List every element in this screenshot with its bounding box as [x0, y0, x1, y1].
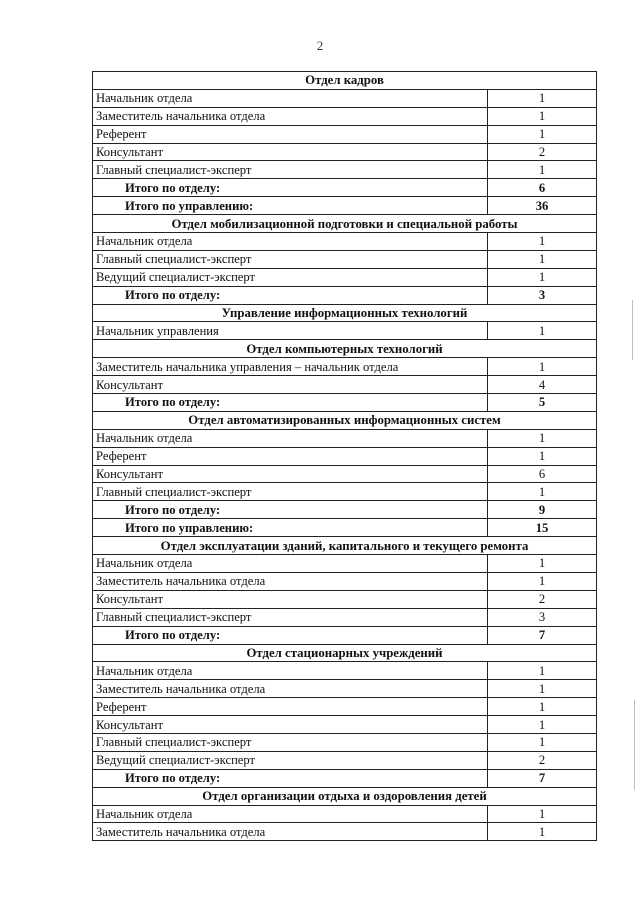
total-label: Итого по отделу:: [93, 769, 488, 787]
position-count: 1: [488, 161, 597, 179]
position-row: [93, 608, 597, 626]
total-count: 36: [488, 197, 597, 215]
position-title: Консультант: [93, 143, 488, 161]
position-title: Заместитель начальника управления – начальник отдела: [93, 358, 488, 376]
position-count: 4: [488, 376, 597, 394]
position-title: Начальник отдела: [93, 662, 488, 680]
position-count: 2: [488, 751, 597, 769]
section-header-row: [93, 215, 597, 233]
scan-artifact: [634, 700, 635, 790]
position-row: [93, 716, 597, 734]
position-row: [93, 680, 597, 698]
position-count: 1: [488, 268, 597, 286]
position-row: [93, 662, 597, 680]
total-count: 5: [488, 394, 597, 412]
position-title: Консультант: [93, 716, 488, 734]
section-header-row: [93, 411, 597, 429]
position-title: Заместитель начальника отдела: [93, 823, 488, 841]
total-label: Итого по управлению:: [93, 197, 488, 215]
total-label: Итого по отделу:: [93, 179, 488, 197]
total-label: Итого по отделу:: [93, 626, 488, 644]
position-title: Начальник управления: [93, 322, 488, 340]
position-row: [93, 483, 597, 501]
position-row: [93, 268, 597, 286]
position-row: [93, 429, 597, 447]
position-title: Консультант: [93, 376, 488, 394]
position-count: 1: [488, 358, 597, 376]
section-title: Управление информационных технологий: [93, 304, 597, 322]
position-row: [93, 143, 597, 161]
position-title: Консультант: [93, 465, 488, 483]
total-row: [93, 501, 597, 519]
total-label: Итого по отделу:: [93, 501, 488, 519]
position-count: 1: [488, 447, 597, 465]
position-title: Референт: [93, 447, 488, 465]
position-count: 1: [488, 250, 597, 268]
total-count: 3: [488, 286, 597, 304]
position-row: [93, 376, 597, 394]
position-row: [93, 751, 597, 769]
total-row: [93, 394, 597, 412]
section-title: Отдел эксплуатации зданий, капитального и текущего ремонта: [93, 537, 597, 555]
section-header-row: [93, 644, 597, 662]
total-label: Итого по отделу:: [93, 394, 488, 412]
scan-artifact: [632, 300, 633, 360]
position-count: 1: [488, 322, 597, 340]
position-title: Начальник отдела: [93, 555, 488, 573]
position-row: [93, 805, 597, 823]
position-row: [93, 358, 597, 376]
position-title: Главный специалист-эксперт: [93, 483, 488, 501]
position-count: 1: [488, 125, 597, 143]
section-header-row: [93, 340, 597, 358]
position-count: 1: [488, 483, 597, 501]
position-count: 1: [488, 805, 597, 823]
position-count: 1: [488, 233, 597, 251]
position-title: Начальник отдела: [93, 89, 488, 107]
total-row: [93, 286, 597, 304]
total-count: 7: [488, 769, 597, 787]
total-count: 7: [488, 626, 597, 644]
section-title: Отдел автоматизированных информационных систем: [93, 411, 597, 429]
section-title: Отдел мобилизационной подготовки и специальной работы: [93, 215, 597, 233]
position-count: 3: [488, 608, 597, 626]
position-count: 1: [488, 662, 597, 680]
total-row: [93, 519, 597, 537]
position-title: Главный специалист-эксперт: [93, 733, 488, 751]
total-row: [93, 769, 597, 787]
position-title: Заместитель начальника отдела: [93, 680, 488, 698]
total-label: Итого по отделу:: [93, 286, 488, 304]
position-title: Заместитель начальника отдела: [93, 572, 488, 590]
position-row: [93, 447, 597, 465]
position-count: 1: [488, 698, 597, 716]
position-title: Референт: [93, 125, 488, 143]
position-count: 2: [488, 590, 597, 608]
section-header-row: [93, 72, 597, 90]
position-count: 2: [488, 143, 597, 161]
position-count: 1: [488, 555, 597, 573]
position-count: 6: [488, 465, 597, 483]
position-title: Начальник отдела: [93, 429, 488, 447]
position-row: [93, 555, 597, 573]
position-row: [93, 250, 597, 268]
position-row: [93, 161, 597, 179]
total-row: [93, 179, 597, 197]
total-count: 15: [488, 519, 597, 537]
position-row: [93, 572, 597, 590]
position-row: [93, 823, 597, 841]
section-title: Отдел кадров: [93, 72, 597, 90]
position-row: [93, 465, 597, 483]
position-row: [93, 107, 597, 125]
position-count: 1: [488, 89, 597, 107]
position-title: Главный специалист-эксперт: [93, 250, 488, 268]
position-row: [93, 733, 597, 751]
position-row: [93, 322, 597, 340]
position-count: 1: [488, 716, 597, 734]
total-count: 6: [488, 179, 597, 197]
position-title: Ведущий специалист-эксперт: [93, 268, 488, 286]
total-label: Итого по управлению:: [93, 519, 488, 537]
position-title: Начальник отдела: [93, 805, 488, 823]
position-count: 1: [488, 107, 597, 125]
position-title: Главный специалист-эксперт: [93, 608, 488, 626]
position-row: [93, 125, 597, 143]
staffing-table-body: [93, 72, 597, 841]
section-title: Отдел стационарных учреждений: [93, 644, 597, 662]
position-count: 1: [488, 572, 597, 590]
position-row: [93, 89, 597, 107]
total-row: [93, 197, 597, 215]
position-title: Консультант: [93, 590, 488, 608]
section-header-row: [93, 537, 597, 555]
section-header-row: [93, 787, 597, 805]
section-title: Отдел организации отдыха и оздоровления детей: [93, 787, 597, 805]
section-title: Отдел компьютерных технологий: [93, 340, 597, 358]
staffing-table: [92, 71, 597, 841]
position-title: Главный специалист-эксперт: [93, 161, 488, 179]
position-row: [93, 590, 597, 608]
position-title: Заместитель начальника отдела: [93, 107, 488, 125]
position-title: Начальник отдела: [93, 233, 488, 251]
total-count: 9: [488, 501, 597, 519]
total-row: [93, 626, 597, 644]
position-count: 1: [488, 733, 597, 751]
position-count: 1: [488, 680, 597, 698]
page-number: 2: [316, 38, 324, 53]
position-count: 1: [488, 823, 597, 841]
position-row: [93, 698, 597, 716]
section-header-row: [93, 304, 597, 322]
position-title: Ведущий специалист-эксперт: [93, 751, 488, 769]
position-count: 1: [488, 429, 597, 447]
position-title: Референт: [93, 698, 488, 716]
position-row: [93, 233, 597, 251]
